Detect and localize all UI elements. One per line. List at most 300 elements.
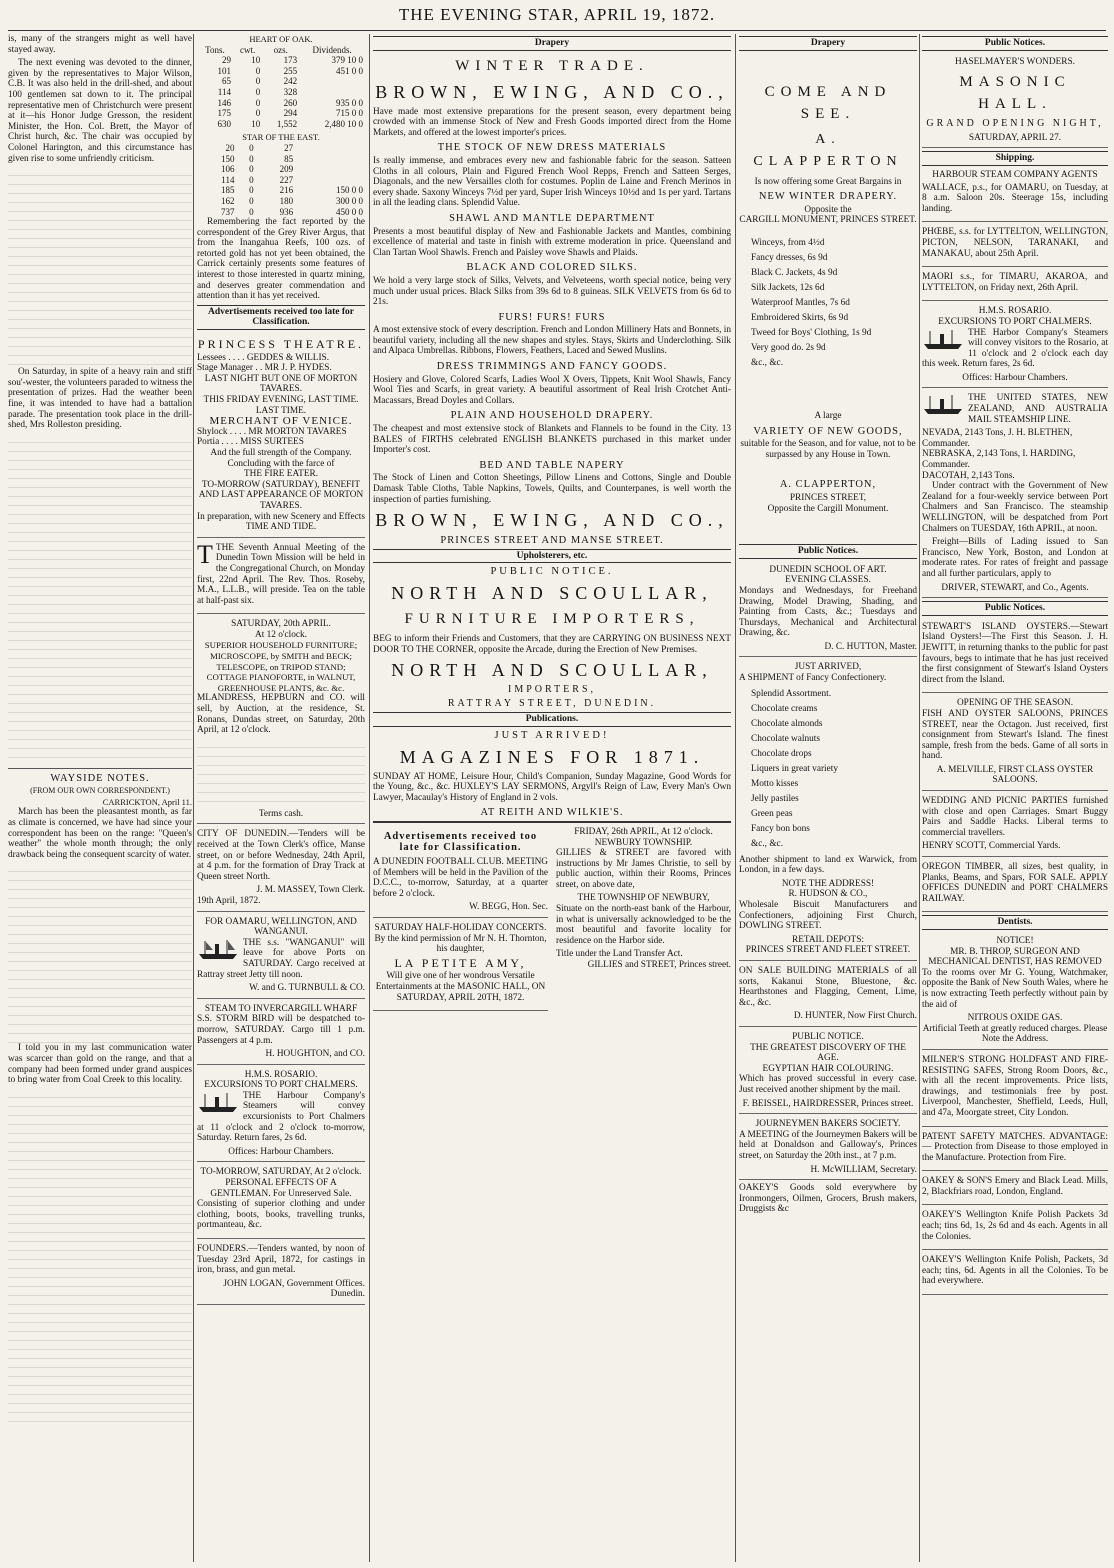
late-ads-row [373,821,731,1014]
ad-body: THE Harbor Company's Steamers will convey visitors to the Rosario, at 11 o'clock and 2 o'clock each day this week. Return fares, 2s 6d. [922,327,1108,370]
ad-heading: HASELMAYER'S WONDERS. [955,56,1075,67]
shipping-ad [922,181,1108,223]
terms: Terms cash. [258,808,304,819]
dense-text-block [197,739,365,809]
table-cell: 20 [225,142,235,153]
ad-body: Situate on the north-east bank of the Harbour, in what is universally acknowledged to be the most beautiful and favorite locality for residence on the Harbor side. [556,904,731,946]
table-header-cell: cwt. [239,44,256,55]
ad-heading: EGYPTIAN HAIR COLOURING. [762,1063,894,1074]
ad-body: SUNDAY AT HOME, Leisure Hour, Child's Companion, Sunday Magazine, Good Words for the Young, &c., &c. HUXLEY'S LAY SERMONS, Argyll's Reign of Law, Every Man's Own Lawyer, Macaulay's History of England in 2 vols. [373,771,731,803]
ad-body: STEWART'S ISLAND OYSTERS.—Stewart Island Oysters!—The First this Season. J. H. JEWITT, in returning thanks to the public for past favours, begs to intimate that he has just received the first consignment of Stewart's Island Oysters direct from the Island. [922,621,1108,685]
list-item: Fancy bon bons [751,823,810,834]
shipping-ad [922,225,1108,267]
table-cell: 260 [283,97,298,108]
oyster-saloon-ad [922,696,1108,791]
ad-body: FISH AND OYSTER SALOONS, PRINCES STREET, near the Octagon. Just received, first consignment from Stewart's Island. The finest sample, fresh from the beds. Game of all sorts in hand. [922,708,1108,762]
ad-body: ON SALE BUILDING MATERIALS of all sorts, Kakanui Stone, Bluestone, &c. Hearthstones and Flagging, Cement, Lime, &c., &c. [739,966,917,1008]
ad-signature: H. McWILLIAM, Secretary. [810,1164,917,1175]
knife-polish-ad [922,1208,1108,1250]
ad-heading: LA PETITE AMY, [394,955,527,970]
table-cell: 450 0 0 [336,206,363,217]
ad-heading: NEWBURY TOWNSHIP. [594,837,693,848]
section-header: Public Notices. [922,36,1108,51]
table-cell [295,175,365,186]
table-cell: 0 [249,164,254,175]
matches-ad [922,1130,1108,1172]
list-item: Chocolate walnuts [751,733,820,744]
concerts-ad [373,921,548,1011]
ad-heading: JUST ARRIVED, [794,662,862,673]
ad-body: A SHIPMENT of Fancy Confectionery. [739,673,887,684]
ad-body: By the kind permission of Mr N. H. Thornton, his daughter, [374,933,547,955]
column-public-notices [922,34,1108,1562]
ad-body: Which has proved successful in every case. Just received another shipment by the mail. [739,1074,917,1095]
table-header-cell: ozs. [273,44,288,55]
column-drapery-2 [739,34,917,1562]
table-cell: 85 [284,153,294,164]
table-cell: 0 [255,65,261,76]
column-divider [735,34,736,1562]
ad-date: 19th April, 1872. [197,895,261,906]
news-paragraph: On Saturday, in spite of a heavy rain and stiff sou'-wester, the volunteers paraded to witness the presentation of prizes. Had the weather been fine, it was intended to have had a battalion parade. The presentation took place in the drill-shed, Mrs Rolleston presiding. [8,367,192,431]
ad-signature: W. and G. TURNBULL & CO. [249,983,365,994]
effects-ad [197,1165,365,1239]
table-cell: 737 [220,206,235,217]
dentist-ad [922,934,1108,1050]
table-cell: 175 [217,108,231,119]
ad-address: RATTRAY STREET, DUNEDIN. [447,697,657,709]
theatre-lessees: Lessees . . . . GEDDES & WILLIS. [197,352,330,363]
list-item: Silk Jackets, 12s 6d [751,282,825,293]
ad-body: THE Harbour Company's Steamers will convey excursionists to Port Chalmers at 11 o'clock and 2 o'clock to-morrow, Saturday. Return fares, 2s 6d. [197,1090,365,1144]
steamship-icon [197,1091,239,1113]
table-cell: 114 [217,86,231,97]
ad-signature: DRIVER, STEWART, and Co., Agents. [941,582,1089,593]
table-row [197,164,365,175]
table-row [197,119,365,130]
ad-body: MLANDRESS, HEPBURN and CO. will sell, by Auction, at the residence, St. Ronans, Dundas street, on Saturday, 20th April, at 12 o'clock. [197,693,365,736]
ad-headline: MAGAZINES FOR 1871. [399,746,705,767]
table-cell [299,76,365,87]
ad-signature: HENRY SCOTT, Commercial Yards. [922,841,1061,852]
ad-address: CARGILL MONUMENT, PRINCES STREET. [739,215,917,226]
table-cell: 27 [284,142,294,153]
news-paragraph: Remembering the fact reported by the correspondent of the Grey River Argus, that from the Inangahua Reefs, 100 ozs. of retorted gold has not yet been obtained, the Carrick certainly presents some features of interest to those interested in quartz mining, and deserves greater commendation and attention than it has yet received. [197,217,365,302]
table-row [197,66,365,77]
ad-body: OAKEY & SON'S Emery and Black Lead. Mills, 2, Blackfriars road, London, England. [922,1176,1108,1197]
section-header: Publications. [373,712,731,727]
table-row [197,98,365,109]
ad-headline: COME AND SEE. [764,83,892,122]
late-ads-right [556,827,731,1014]
section-header: Upholsterers, etc. [373,549,731,564]
ad-signature: JOHN LOGAN, Government Offices. Dunedin. [223,1278,365,1300]
list-item: &c., &c. [751,838,784,849]
theatre-play: MERCHANT OF VENICE. [209,415,353,428]
table-cell: 451 0 0 [336,65,363,76]
ad-body: Opposite the [804,204,852,215]
ad-body: MILNER'S STRONG HOLDFAST AND FIRE-RESISTING SAFES, Strong Room Doors, &c., with all the recent improvements. Price lists, drawings, and testimonials free by post. Liverpool, Manchester, Sheffield, Leeds, Hull, and 47a, Moorgate street, City London. [922,1054,1108,1118]
ad-headline: WINTER TRADE. [455,57,649,74]
table-header-cell: Dividends. [312,44,352,55]
dense-text-block [8,434,192,764]
ad-body: The Stock of Linen and Cotton Sheetings, Pillow Linens and Cottons, Single and Double Damask Table Cloths, Table Napkins, Towels, Quilts, and Counterpanes, is well worth the inspection of parties furnishing. [373,473,731,505]
sale-date: SATURDAY, 20th APRIL. [231,619,331,630]
safes-ad [922,1053,1108,1127]
table-cell: 10 [251,55,261,66]
masthead: THE EVENING STAR, APRIL 19, 1872. [398,5,716,24]
ad-heading: EXCURSIONS TO PORT CHALMERS. [938,316,1092,327]
table-cell: 2,480 10 0 [324,118,363,129]
table-row [197,175,365,186]
section-header: Public Notices. [922,601,1108,616]
ad-subheading: BLACK AND COLORED SILKS. [466,262,638,274]
ad-heading: H.M.S. ROSARIO. [978,306,1052,317]
ad-heading: THE UNITED STATES, NEW ZEALAND, AND AUSTRALIA MAIL STEAMSHIP LINE. [968,393,1108,425]
ad-body: NEVADA, 2143 Tons, J. H. BLETHEN, Commander. [922,428,1073,449]
section-header: Dentists. [922,915,1108,930]
ad-headline: A. CLAPPERTON [753,131,903,169]
theatre-cast: Portia . . . . MISS SURTEES [197,437,304,448]
drop-cap: T [197,539,213,569]
table-cell: 935 0 0 [336,97,363,108]
ad-heading: PERSONAL EFFECTS OF A GENTLEMAN. For Unreserved Sale. [210,1178,352,1199]
theatre-ad [197,334,365,538]
ad-body: S.S. STORM BIRD will be despatched to-morrow, SATURDAY. Cargo till 1 p.m. Passengers at 4 p.m. [197,1014,365,1046]
ad-body: suitable for the Season, and for value, not to be surpassed by any House in Town. [740,439,916,460]
ad-address: PRINCES STREET AND FLEET STREET. [745,945,911,956]
table-cell: 0 [255,86,261,97]
theatre-last-night: LAST NIGHT BUT ONE OF MORTON TAVARES. [204,373,358,395]
column-divider [193,34,194,1562]
dense-text-block [8,863,192,1043]
ad-address: PRINCES STREET, [789,492,867,503]
ad-signature: A. MELVILLE, FIRST CLASS OYSTER SALOONS. [936,764,1094,786]
football-ad [373,855,548,918]
table-cell: 180 [279,195,294,206]
table-cell: 0 [255,108,261,119]
table-cell: 0 [249,174,254,185]
ad-signature: D. C. HUTTON, Master. [824,641,917,652]
late-ads-left [373,827,548,1014]
school-of-art-ad [739,563,917,658]
column-news [8,34,192,1562]
ad-address: AT REITH AND WILKIE'S. [480,807,624,819]
ad-body: GILLIES & STREET are favored with instructions by Mr James Christie, to sell by public auction, within their Rooms, Princes street, on above date, [556,848,731,890]
ad-body: Freight—Bills of Lading issued to San Francisco, New York, Boston, and London at moderate rates. For rates of freight and passage and all further particulars, apply to [922,537,1108,579]
list-item: Motto kisses [751,778,799,789]
ad-body: CITY OF DUNEDIN.—Tenders will be received at the Town Clerk's office, Manse street, on or before Wednesday, 24th April, at 4 p.m. for the formation of Dray Track at Queen street North. [197,829,365,882]
ad-body: Under contract with the Government of New Zealand for a four-weekly service between Port Chalmers and San Francisco. The steamship WELLINGTON, will be despatched from Port Chalmers on TUESDAY, 16th APRIL, at noon. [922,481,1108,534]
shipping-ad [922,270,1108,301]
news-paragraph: I told you in my last communication water was scarcer than gold on the range, and that a company had been formed under grand auspices to bring water from Coal Creek to this locality. [8,1043,192,1086]
ad-signature: J. M. MASSEY, Town Clerk. [256,885,365,896]
steamship-icon [922,328,964,350]
ad-address: PRINCES STREET AND MANSE STREET. [440,535,664,547]
ad-heading: STEAM TO INVERCARGILL WHARF [204,1003,358,1014]
table-cell: 294 [283,108,298,119]
auction-ad [197,617,365,824]
ad-heading: OPENING OF THE SEASON. [956,698,1074,709]
shipping-ad [197,915,365,999]
ad-body: PHŒBE, s.s. for LYTTELTON, WELLINGTON, PICTON, NELSON, TARANAKI, and MANAKAU, about 25th April. [922,227,1108,259]
table-cell: 0 [255,97,261,108]
ad-body: DACOTAH, 2,143 Tons. [922,470,1015,481]
table-cell [299,87,365,98]
ad-subheading: SHAWL AND MANTLE DEPARTMENT [449,212,655,224]
table-header-cell: Tons. [205,44,225,55]
ad-signature: GILLIES and STREET, Princes street. [587,960,731,971]
ad-headline: NORTH AND SCOULLAR, [391,660,713,681]
price-list [751,236,917,371]
timber-ad [922,860,1108,912]
list-item: Waterproof Mantles, 7s 6d [751,297,850,308]
ad-body: OAKEY'S Wellington Knife Polish Packets 3d each; tins 6d, 1s, 2s 6d and 4s each. Agents in all the Colonies. [922,1210,1108,1242]
news-paragraph: is, many of the strangers might as well have stayed away. [8,34,192,55]
ad-signature: F. BEISSEL, HAIRDRESSER, Princes street. [742,1098,914,1109]
ad-body: OAKEY'S Wellington Knife Polish, Packets, 3d each; tins, 6d. Agents in all the Colonies. To be had everywhere. [922,1255,1108,1287]
news-paragraph: March has been the pleasantest month, as far as climate is concerned, we have had since your correspondent has been on the range: "Queen's weather" the whole month through; the only drawback being the consequent scarcity of water. [8,807,192,860]
sale-heading: SUPERIOR HOUSEHOLD FURNITURE; MICROSCOPE, by SMITH and BECK; TELESCOPE, on TRIPOD STAND; COTTAGE PIANOFORTE, in WALNUT, GREENHOUSE PLANTS, &c. &c. [204,640,358,693]
ad-heading: EXCURSIONS TO PORT CHALMERS. [204,1080,358,1091]
list-item: Embroidered Skirts, 6s 9d [751,312,849,323]
list-item: Splendid Assortment. [751,688,832,699]
list-item: Very good do. 2s 9d [751,342,826,353]
table-row [197,185,365,196]
mail-steamship-ad [922,391,1108,598]
table-cell: 146 [217,97,231,108]
table-row [197,143,365,154]
ad-body: OREGON TIMBER, all sizes, best quality, in Planks, Beams, and Spars, FOR SALE. APPLY OFFICES DUNEDIN and PORT CHALMERS RAILWAY. [922,862,1108,904]
ad-heading: EVENING CLASSES. [785,575,871,586]
ad-heading: TO-MORROW, SATURDAY, At 2 o'clock. [200,1167,362,1178]
table-cell: 630 [217,118,231,129]
table-cell: 0 [249,206,254,217]
table-cell: 150 0 0 [336,185,363,196]
theatre-benefit: TO-MORROW (SATURDAY), BENEFIT AND LAST APPEARANCE OF MORTON TAVARES. [198,479,364,511]
table-row [197,196,365,207]
table-row [197,87,365,98]
ad-body: Will give one of her wondrous Versatile Entertainments at the MASONIC HALL, ON SATURDAY, APRIL 20TH, 1872. [375,971,546,1003]
excursion-ad [197,1068,365,1163]
theatre-manager: Stage Manager . . MR J. P. HYDES. [197,363,332,374]
list-item: Green peas [751,808,793,819]
section-header: Public Notices. [739,544,917,559]
ad-headline: NORTH AND SCOULLAR, [391,582,713,603]
table-cell: 185 [220,185,235,196]
gold-returns-table [197,45,365,130]
list-item: Chocolate almonds [751,718,823,729]
theatre-cast: Shylock . . . . MR MORTON TAVARES [197,426,347,437]
table-cell: 0 [249,142,254,153]
ad-body: A large [814,410,842,421]
table-row [197,76,365,87]
ad-heading: JUST ARRIVED! [494,729,610,741]
ad-body: We hold a very large stock of Silks, Velvets, and Velveteens, worth special notice, being very much under usual prices. Black Silks from 39s 6d to 8 guineas. SILK VELVETS from 6s 6d to 21s. [373,275,731,308]
gold-table-title: HEART OF OAK. [249,34,313,44]
table-cell: 300 0 0 [336,195,363,206]
ad-body: THE Seventh Annual Meeting of the Dunedin Town Mission will be held in the Congregational Church, on Monday first, 22nd April. The Rev. Thos. Roseby, M.A., L.L.B., will preside. Tea on the table at half-past six. [197,542,365,606]
ad-heading: IMPORTERS, [507,684,597,696]
ad-signature: W. BEGG, Hon. Sec. [469,902,548,913]
column-divider [369,34,370,1562]
correspondent-line: (FROM OUR OWN CORRESPONDENT.) [30,786,170,796]
wayside-notes-title: WAYSIDE NOTES. [50,772,150,784]
ad-body: NOTE THE ADDRESS! [781,878,875,889]
table-cell [295,154,365,165]
emery-ad [922,1174,1108,1205]
ad-body: OAKEY'S Goods sold everywhere by Ironmongers, Oilmen, Grocers, Brush makers, Druggists &c [739,1183,917,1215]
theatre-friday: THIS FRIDAY EVENING, LAST TIME. LAST TIME. [203,395,359,416]
ad-body: Have made most extensive preparations for the present season, every department being crowded with an immense Stock of New and Fresh Goods imported direct from the Home Markets, and offered at the lowest importer's prices. [373,106,731,138]
table-cell: 101 [217,65,231,76]
ad-subheading: DRESS TRIMMINGS AND FANCY GOODS. [436,361,668,373]
excursion-ad [922,304,1108,388]
list-item: Liquers in great variety [751,763,838,774]
theatre-title: PRINCESS THEATRE. [197,337,365,352]
ad-subheading: THE STOCK OF NEW DRESS MATERIALS [437,142,667,154]
ad-headline: MASONIC HALL. [959,74,1071,113]
ad-heading: H.M.S. ROSARIO. [244,1069,318,1080]
theatre-farce: THE FIRE EATER. [243,469,319,480]
table-row [197,207,365,218]
table-cell: 242 [283,76,298,87]
theatre-prep: In preparation, with new Scenery and Effects [197,511,365,522]
table-cell [295,164,365,175]
table-cell: 0 [255,76,261,87]
theatre-next-play: TIME AND TIDE. [245,522,317,533]
list-item: &c., &c. [751,357,784,368]
hair-colouring-ad [739,1030,917,1114]
table-cell: 0 [249,153,254,164]
ad-heading: NITROUS OXIDE GAS. [967,1013,1063,1024]
list-item: Chocolate drops [751,748,812,759]
ad-body: FOUNDERS.—Tenders wanted, by noon of Tuesday 23rd April, 1872, for castings in iron, brass, and gun metal. [197,1244,365,1276]
list-item: Black C. Jackets, 4s 9d [751,267,838,278]
ad-body: Consisting of superior clothing and under clothing, boots, books, travelling trunks, portmanteau, &c. [197,1199,365,1231]
ad-subheading: VARIETY OF NEW GOODS, [753,425,903,437]
list-item: Chocolate creams [751,703,818,714]
ad-body: Wholesale Biscuit Manufacturers and Confectioners, adjoining First Church, DOWLING STREET. [739,900,917,932]
ad-date: SATURDAY, APRIL 27. [968,132,1062,143]
confectionery-list [751,687,917,852]
ad-signature: Offices: Harbour Chambers. [228,1146,334,1157]
ad-body: Artificial Teeth at greatly reduced charges. Please Note the Address. [922,1023,1108,1045]
oysters-ad [922,620,1108,694]
ad-signature: Offices: Harbour Chambers. [962,372,1068,383]
ad-body: WALLACE, p.s., for OAMARU, on Tuesday, at 8 a.m. Saloon 20s. Steerage 15s, including landing. [922,182,1108,214]
table-cell: 255 [283,65,298,76]
ad-heading: PUBLIC NOTICE. [490,566,614,578]
gold-returns-table [197,143,365,217]
ad-body: RETAIL DEPOTS: [792,934,864,945]
ad-heading: THE TOWNSHIP OF NEWBURY, [577,893,710,904]
ad-signature: D. HUNTER, Now First Church. [793,1011,917,1022]
table-cell: 150 [220,153,235,164]
ad-body: Presents a most beautiful display of New and Fashionable Jackets and Mantles, combining excellence of material and taste in finish with extreme moderation in price. Queensland and Clan Tartan Wool Shawls. French and Paisley wove Shawls and Plaids. [373,226,731,258]
ad-body: NEBRASKA, 2,143 Tons, I. HARDING, Commander. [922,449,1076,471]
table-cell: 173 [283,55,298,66]
dense-text-block [8,167,192,367]
confectionery-ad [739,660,917,961]
ad-subheading: PLAIN AND HOUSEHOLD DRAPERY. [450,410,654,422]
list-item: Jelly pastiles [751,793,799,804]
section-header: Drapery [373,36,731,51]
table-cell: 106 [220,164,235,175]
ad-body: Another shipment to land ex Warwick, from London, in a few days. [739,854,917,876]
table-cell: 227 [279,174,294,185]
ad-heading: THE GREATEST DISCOVERY OF THE AGE. [750,1042,906,1064]
masthead-rule [8,30,1106,31]
ad-body: BEG to inform their Friends and Customers, that they are CARRYING ON BUSINESS NEXT DOOR TO THE CORNER, opposite the Arcade, during the Erection of New Premises. [373,633,731,655]
section-header: Shipping. [922,151,1108,166]
table-cell: 209 [279,164,294,175]
ad-subheading: FURS! FURS! FURS [498,311,606,323]
ad-heading: NOTICE! [996,936,1034,946]
masonic-hall-ad [922,55,1108,149]
ad-body: Title under the Land Transfer Act. [556,949,683,960]
table-row [197,108,365,119]
ad-subheading: BED AND TABLE NAPERY [479,459,625,471]
steamship-icon [197,938,239,960]
divider [8,768,192,769]
ad-body: Hosiery and Glove, Colored Scarfs, Ladies Wool X Overs, Tippets, Knit Wool Shawls, Fancy Wool Ties and Scarfs, in great variety. A beautiful assortment of Real Irish Crotchet Anti-Macassars, Bread Doyles and Collars. [373,374,731,406]
ad-body: Mondays and Wednesdays, for Freehand Drawing, Model Drawing, Shading, and Painting from Casts, &c.; Tuesdays and Thursdays, Mechanical and Architectural Drawing, &c. [739,585,917,639]
ad-signature: H. HOUGHTON, and CO. [265,1049,365,1060]
ad-body: THE s.s. "WANGANUI" will leave for above Ports on SATURDAY. Cargo received at Rattray street Jetty till noon. [197,937,365,980]
ad-body: A most extensive stock of every description. French and London Millinery Hats and Bonnets, in beautiful variety, including all the new shapes and styles. Stays, Skirts and Underclothing. Silk and Alpaca Umbrellas. Ribbons, Flowers, Feathers, Laced and Sewed Muslins. [373,325,731,357]
column-notices [197,34,365,1562]
table-cell: 1,552 [276,118,298,129]
column-divider [919,34,920,1562]
list-item: Tweed for Boys' Clothing, 1s 9d [751,327,872,338]
late-ads-header: Advertisements received too late for Classification. [383,830,538,853]
knife-polish-ad [922,1253,1108,1295]
column-drapery [373,34,731,1562]
table-cell: 0 [249,195,254,206]
ad-signature: A. CLAPPERTON, [779,479,877,491]
building-materials-ad [739,964,917,1027]
theatre-note: And the full strength of the Company. Concluding with the farce of [210,447,352,469]
steamship-icon [922,393,964,415]
ad-heading: JOURNEYMEN BAKERS SOCIETY. [755,1119,901,1130]
ad-heading: PUBLIC NOTICE. [792,1031,864,1042]
ad-body: To the rooms over Mr G. Young, Watchmaker, opposite the Bank of New South Wales, where he is now extracting Teeth perfectly without pain by the aid of [922,967,1108,1010]
table-cell: 379 10 0 [331,55,363,66]
table-cell: 0 [249,185,254,196]
ad-heading: FOR OAMARU, WELLINGTON, AND WANGANUI. [205,916,357,938]
table-cell [295,143,365,154]
section-header: Drapery [739,36,917,51]
table-cell: 29 [221,55,231,66]
dense-text-block [8,1089,192,1429]
dateline: CARRICKTON, April 11. [102,796,192,807]
ad-headline: FURNITURE IMPORTERS, [404,610,700,627]
ad-body: PATENT SAFETY MATCHES. ADVANTAGE:— Protection from Disease to those employed in the Manufacture. Protection from Fire. [922,1131,1108,1163]
ad-address: Opposite the Cargill Monument. [767,503,889,514]
ad-subheading: NEW WINTER DRAPERY. [758,191,898,203]
table-cell: 715 0 0 [336,108,363,119]
ad-body: A DUNEDIN FOOTBALL CLUB. MEETING of Members will be held in the Pavilion of the D.C.C., to-morrow, Saturday, at a quarter before 2 o'clock. [373,857,548,899]
table-cell: 114 [221,174,235,185]
ad-heading: HARBOUR STEAM COMPANY AGENTS [932,169,1098,180]
town-mission-ad [197,541,365,615]
sale-date: FRIDAY, 26th APRIL, At 12 o'clock. [574,826,713,837]
ad-body: A MEETING of the Journeymen Bakers will be held at Donaldson and Galloway's, Princes street, on Saturday the 20th inst., at 7 p.m. [739,1129,917,1161]
ad-heading: SATURDAY HALF-HOLIDAY CONCERTS. [374,923,547,934]
table-cell: 216 [279,185,294,196]
table-cell: 162 [220,195,235,206]
